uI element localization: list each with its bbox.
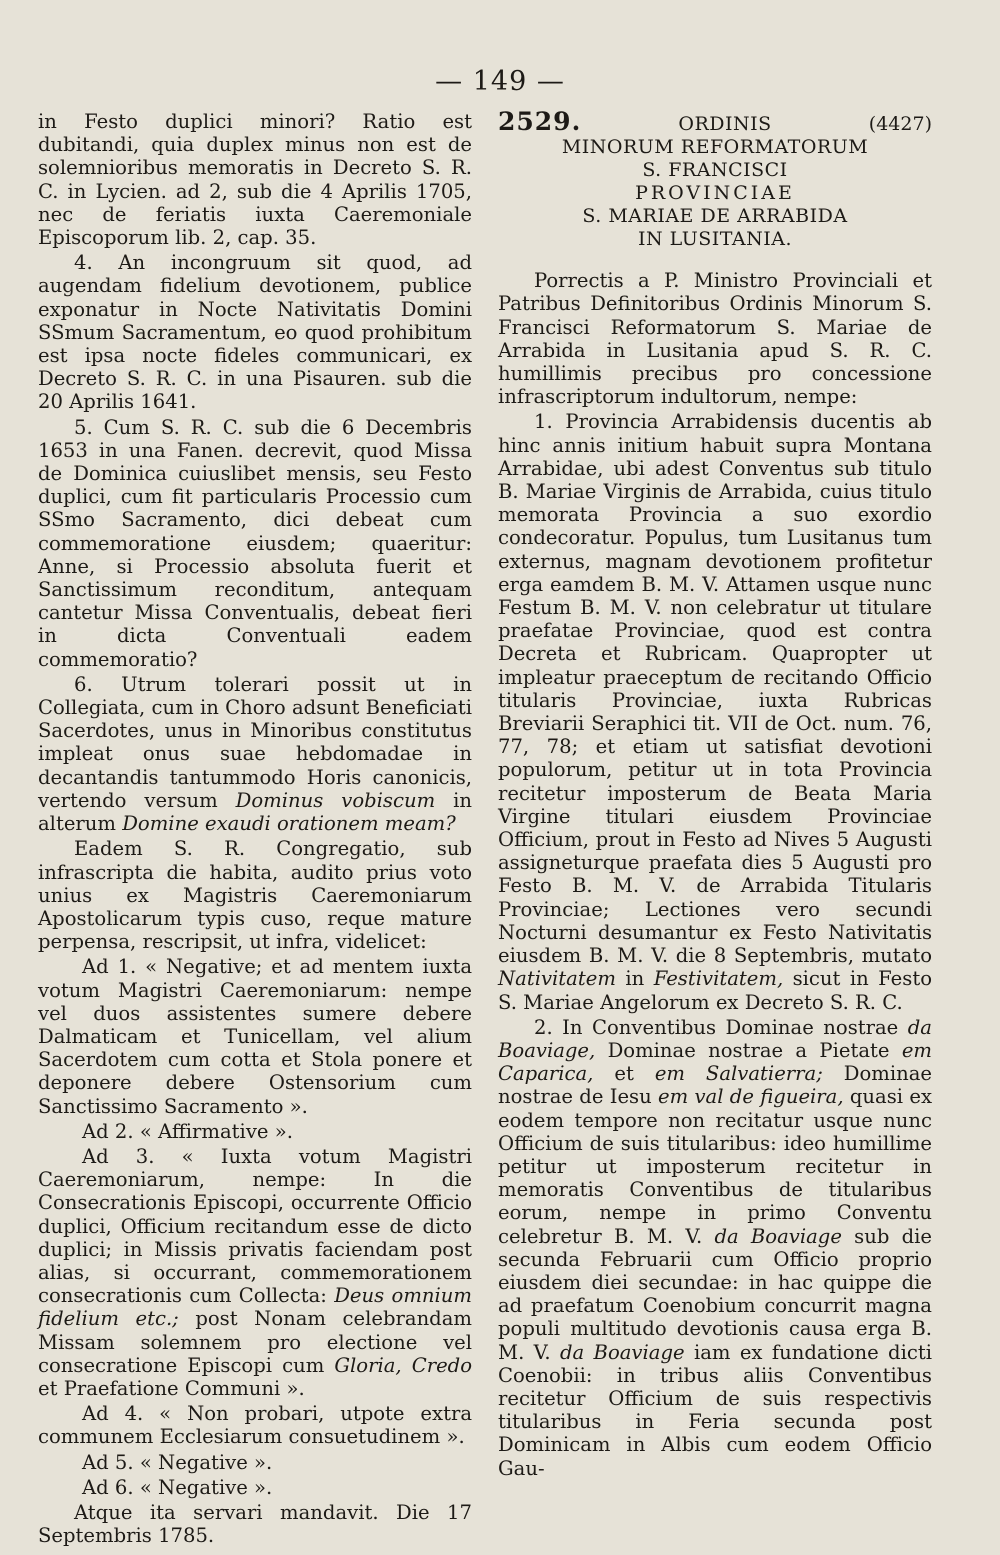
heading-line: S. MARIAE DE ARRABIDA xyxy=(582,205,848,228)
closing-line: Atque ita servari mandavit. Die 17 Septembris 1785. xyxy=(38,1500,472,1548)
petition-intro: Porrectis a P. Ministro Provinciali et Patribus Definitoribus Ordinis Minorum S. Francisci Reformatorum S. Mariae de Arrabida in Lusitania apud S. R. C. humillimis precibus pro concessione infrascriptorum indultorum, nempe: xyxy=(498,269,932,409)
answer-3-text: Ad 3. « Iuxta votum Magistri Caeremoniarum, nempe: In die Consecrationis Episcopi, occurrente Officio duplici, Officium recitandum esse de dicto duplici; in Missis privatis faciendam post alias, si occurrant, commemorationem consecrationis cum Collecta: xyxy=(38,1144,472,1308)
answer-1: Ad 1. « Negative; et ad mentem iuxta votum Magistri Caeremoniarum: nempe vel duos assistentes sumere debere Dalmaticam et Tunicellam, vel alium Sacerdotem cum cotta et Stola ponere et deponere debere Ostensorium cum Sanctissimo Sacramento ». xyxy=(38,955,472,1118)
italic-phrase: Gloria, Credo xyxy=(334,1353,473,1377)
italic-phrase: da Boaviage xyxy=(559,1340,685,1364)
response-intro: Eadem S. R. Congregatio, sub infrascripta die habita, audito prius voto unius ex Magistris Caeremoniarum Apostolicarum typis cuso, reque mature perpensa, rescripsit, ut infra, videlicet: xyxy=(38,837,472,954)
answer-3-text-c: et Praefatione Communi ». xyxy=(38,1376,305,1400)
italic-phrase: da Boaviage, xyxy=(498,1015,932,1062)
answer-6: Ad 6. « Negative ». xyxy=(82,1475,273,1499)
answer-3-text-b: post Nonam celebrandam Missam solemnem pro electione vel consecratione Episcopi cum xyxy=(38,1307,472,1377)
petition-2-text-g: iam ex fundatione dicti Coenobii: in tribus aliis Conventibus recitetur Officium de suis respectivis titularibus in Feria secunda post Dominicam in Albis cum eodem Officio Gau- xyxy=(498,1340,932,1480)
italic-phrase: da Boaviage xyxy=(714,1224,842,1248)
italic-phrase: Nativitatem xyxy=(498,967,616,991)
italic-phrase: Domine exaudi orationem meam? xyxy=(122,812,456,836)
italic-phrase: em val de figueira, xyxy=(658,1085,844,1109)
page-number: — 149 — xyxy=(435,66,565,97)
heading-line: S. FRANCISCI xyxy=(642,159,788,182)
petition-1-end: sicut in Festo S. Mariae Angelorum ex Decreto S. R. C. xyxy=(498,967,932,1014)
spacer xyxy=(498,251,932,269)
answer-3 xyxy=(38,1145,472,1400)
decree-number: 2529. xyxy=(498,107,582,136)
question-4: 4. An incongruum sit quod, ad augendam fidelium devotionem, publice exponatur in Nocte Nativitatis Domini SSmum Sacramentum, eo quod prohibitum est ipsa nocte fideles communicari, ex Decreto S. R. C. in una Pisauren. sub die 20 Aprilis 1641. xyxy=(38,251,472,414)
italic-phrase: em Salvatierra; xyxy=(654,1062,823,1086)
italic-phrase: em Caparica, xyxy=(498,1038,932,1086)
petition-2-text-c: et xyxy=(614,1062,634,1086)
petition-2-text-e: quasi ex eodem tempore non recitatur usque nunc Officium de suis titularibus: ideo humillime petitur ut imposterum recitetur in memoratis Conventibus de titularibus eorum, nempe in primo Conventu celebretur B. M. V. xyxy=(498,1085,932,1248)
heading-line: IN LUSITANIA. xyxy=(637,228,793,251)
petition-2-text-f: sub die secunda Februarii cum Officio proprio eiusdem diei secundae: in hac quippe die ad praefatum Coenobium concurrit magna populi multitudo devotionis causa erga B. M. V. xyxy=(498,1224,932,1364)
answer-5: Ad 5. « Negative ». xyxy=(82,1450,273,1474)
italic-phrase: Festivitatem, xyxy=(653,967,784,991)
petition-1 xyxy=(498,410,932,1013)
italic-phrase: Dominus vobiscum xyxy=(235,788,436,812)
answer-2: Ad 2. « Affirmative ». xyxy=(82,1119,293,1143)
petition-2 xyxy=(498,1016,932,1480)
petition-2-text: 2. In Conventibus Dominae nostrae xyxy=(534,1015,899,1039)
petition-2-text-d: Dominae nostrae de Iesu xyxy=(498,1062,933,1109)
question-6-mid: in alterum xyxy=(38,788,472,836)
decree-header xyxy=(498,107,932,136)
question-6-text: 6. Utrum tolerari possit ut in Collegiata, cum in Choro adsunt Beneficiati Sacerdotes, unus in Minoribus constitutus impleat onus suae hebdomadae in decantandis tantummodo Horis canonicis, vertendo versum xyxy=(38,672,472,812)
italic-phrase: Deus omnium fidelium etc.; xyxy=(38,1284,473,1331)
left-column xyxy=(38,110,472,1549)
answer-4: Ad 4. « Non probari, utpote extra communem Ecclesiarum consuetudinem ». xyxy=(38,1402,472,1449)
question-5: 5. Cum S. R. C. sub die 6 Decembris 1653 in una Fanen. decrevit, quod Missa de Dominica cuiuslibet mensis, seu Festo duplici, cum fit particularis Processio cum SSmo Sacramento, dici debeat cum commemoratione eiusdem; quaeritur: Anne, si Processio absoluta fuerit et Sanctissimum reconditum, antequam cantetur Missa Conventualis, debeat fieri in dicta Conventuali eadem commemoratio? xyxy=(38,415,472,671)
petition-1-text: 1. Provincia Arrabidensis ducentis ab hinc annis initium habuit supra Montana Arrabidae, ubi adest Conventus sub titulo B. Mariae Virginis de Arrabida, cuius titulo memorata Provincia a suo exordio condecoratur. Populus, tum Lusitanus tum externus, magnam devotionem profitetur erga eamdem B. M. V. Attamen usque nunc Festum B. M. V. non celebratur ut titulare praefatae Provinciae, quod est contra Decreta et Rubricam. Quapropter ut impleatur praeceptum de recitando Officio titularis Provinciae, iuxta Rubricas Breviarii Seraphici tit. VII de Oct. num. 76, 77, 78; et etiam ut satisfiat devotioni populorum, petitur ut in tota Provincia recitetur imposterum de Beata Maria Virgine titulari eiusdem Provinciae Officium, prout in Festo ad Nives 5 Augusti assigneturque praefata dies 5 Augusti pro Festo B. M. V. de Arrabida Titularis Provinciae; Lectiones vero secundi Nocturni desumantur ex Festo Nativitatis eiusdem B. M. V. die 8 Septembris, mutato xyxy=(498,410,932,968)
order-word: ORDINIS xyxy=(678,113,772,135)
protocol-number: (4427) xyxy=(868,113,932,135)
heading-line: MINORUM REFORMATORUM xyxy=(561,136,869,159)
right-column xyxy=(498,107,933,1482)
petition-1-mid: in xyxy=(625,967,645,991)
heading-line: PROVINCIAE xyxy=(635,182,795,205)
question-6 xyxy=(38,673,472,835)
paragraph: in Festo duplici minori? Ratio est dubitandi, quia duplex minus non est de solemnioribus memoratis in Decreto S. R. C. in Lycien. ad 2, sub die 4 Aprilis 1705, nec de feriatis iuxta Caeremoniale Episcoporum lib. 2, cap. 35. xyxy=(38,110,472,250)
petition-2-text-b: Dominae nostrae a Pietate xyxy=(607,1038,890,1062)
